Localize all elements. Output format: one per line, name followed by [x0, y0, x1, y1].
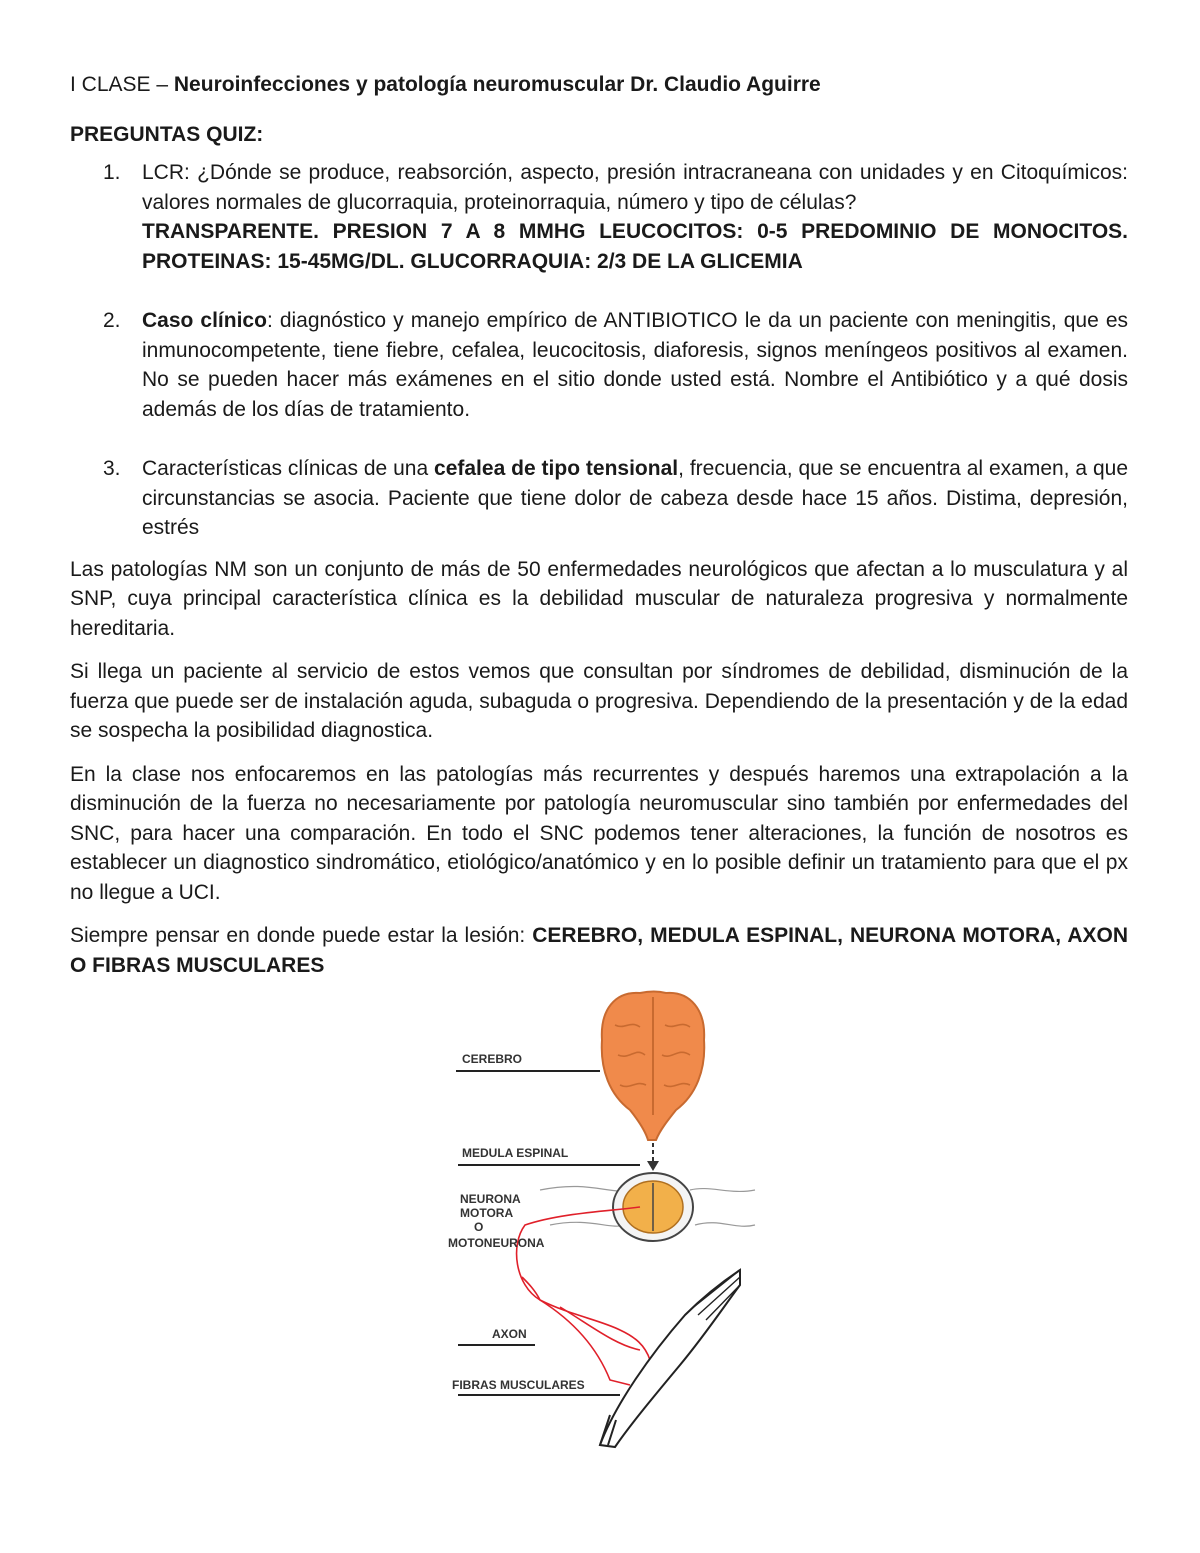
muscle-illustration — [600, 1270, 740, 1447]
quiz-number: 3. — [103, 457, 121, 480]
quiz-bold: Caso clínico — [142, 309, 267, 332]
label-neurona: NEURONA — [460, 1192, 521, 1206]
title-text: Neuroinfecciones y patología neuromuscular Dr. Claudio Aguirre — [173, 73, 821, 96]
paragraph: En la clase nos enfocaremos en las patologías más recurrentes y después haremos una extrapolación a la disminución de la fuerza no necesariamente por patología neuromuscular sino también por enfermedades del SNC, para hacer una comparación. En todo el SNC podemos tener alteraciones, la función de nosotros es establecer un diagnostico sindromático, etiológico/anatómico y en lo posible definir un tratamiento para que el px no llegue a UCI. — [70, 762, 1128, 904]
label-o: O — [474, 1220, 484, 1234]
quiz-list — [70, 158, 1128, 543]
title-prefix: I CLASE – — [70, 73, 174, 96]
quiz-item-1 — [70, 158, 1128, 276]
lesion-sites: CEREBRO, MEDULA ESPINAL, NEURONA MOTORA, AXON O FIBRAS MUSCULARES — [70, 924, 1129, 977]
document-page — [70, 70, 1128, 994]
quiz-question: Características clínicas de una — [142, 457, 435, 480]
quiz-item-3 — [70, 454, 1128, 543]
quiz-item-2 — [70, 306, 1128, 424]
label-fibras: FIBRAS MUSCULARES — [452, 1378, 585, 1392]
quiz-question: : diagnóstico y manejo empírico de ANTIBIOTICO le da un paciente con meningitis, que es inmunocompetente, tiene fiebre, cefalea, leucocitosis, diaforesis, signos meníngeos positivos al examen. No se pueden hacer más exámenes en el sitio donde usted está. Nombre el Antibiótico y a qué dosis además de los días de tratamiento. — [142, 309, 1129, 421]
quiz-bold: cefalea de tipo tensional — [434, 457, 679, 480]
lesion-text: Siempre pensar en donde puede estar la lesión: — [70, 924, 533, 947]
quiz-answer: TRANSPARENTE. PRESION 7 A 8 MMHG LEUCOCITOS: 0-5 PREDOMINIO DE MONOCITOS. PROTEINAS: 15-45MG/DL. GLUCORRAQUIA: 2/3 DE LA GLICEMIA — [142, 220, 1128, 273]
neuromuscular-diagram — [440, 985, 760, 1450]
label-motoneurona: MOTONEURONA — [448, 1236, 545, 1250]
spinal-cord-illustration — [540, 1173, 755, 1241]
quiz-question-rest: , frecuencia, que se encuentra al examen, a que circunstancias se asocia. Paciente que tiene dolor de cabeza desde hace 15 años. Distima, depresión, estrés — [142, 457, 1129, 539]
quiz-question: LCR: ¿Dónde se produce, reabsorción, aspecto, presión intracraneana con unidades y en Citoquímicos: valores normales de glucorraquia, proteinorraquia, número y tipo de células? — [142, 161, 1128, 214]
label-cerebro: CEREBRO — [462, 1052, 523, 1066]
label-motora: MOTORA — [460, 1206, 514, 1220]
diagram-svg — [440, 985, 760, 1450]
label-arrows — [456, 1071, 640, 1395]
brain-illustration — [602, 992, 705, 1172]
document-title — [70, 70, 1128, 100]
label-medula: MEDULA ESPINAL — [462, 1146, 569, 1160]
label-axon: AXON — [492, 1327, 527, 1341]
quiz-heading: PREGUNTAS QUIZ: — [70, 123, 264, 146]
quiz-number: 1. — [103, 161, 121, 184]
lesion-paragraph — [70, 921, 1128, 980]
quiz-number: 2. — [103, 309, 121, 332]
paragraph: Si llega un paciente al servicio de estos vemos que consultan por síndromes de debilidad, disminución de la fuerza que puede ser de instalación aguda, subaguda o progresiva. Dependiendo de la presentación y de la edad se sospecha la posibilidad diagnostica. — [70, 660, 1128, 742]
paragraph: Las patologías NM son un conjunto de más de 50 enfermedades neurológicos que afectan a lo musculatura y al SNP, cuya principal característica clínica es la debilidad muscular de naturaleza progresiva y normalmente hereditaria. — [70, 557, 1128, 640]
